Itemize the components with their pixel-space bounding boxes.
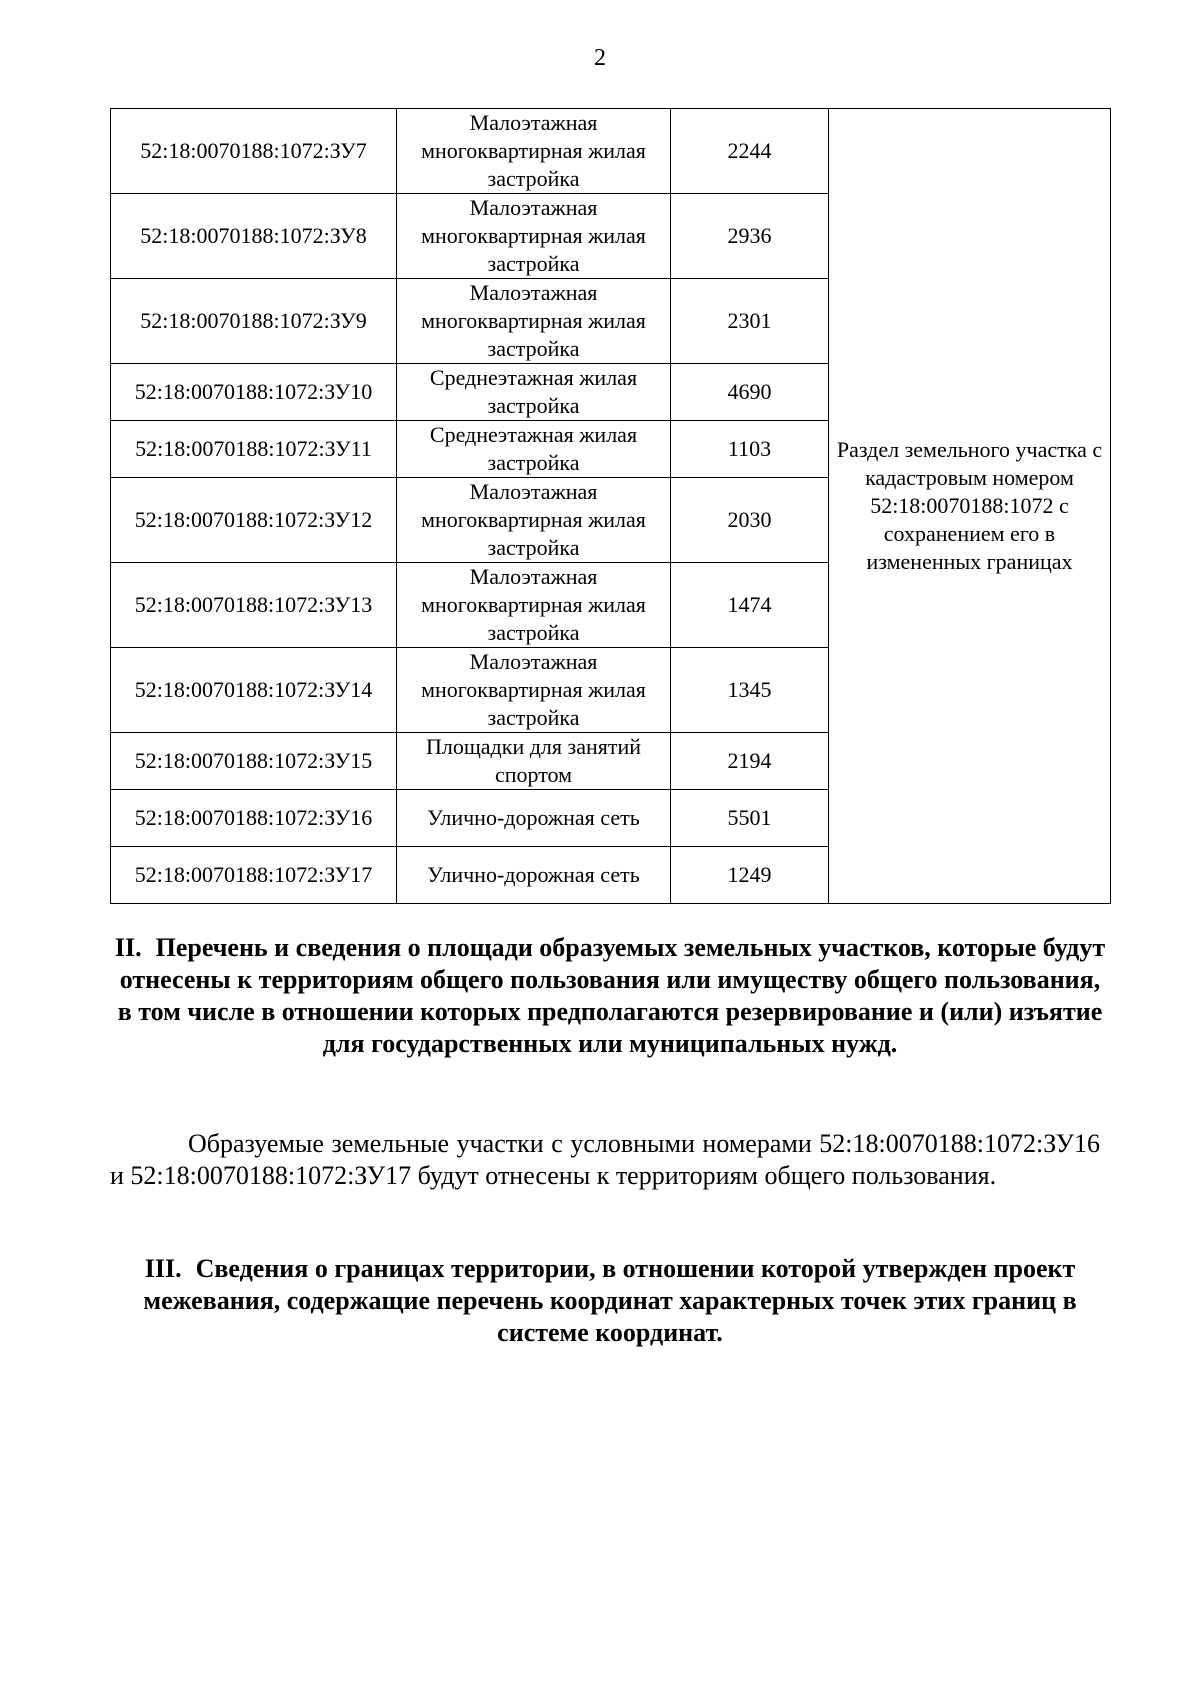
table-row — [111, 109, 1111, 194]
section-3-title: Сведения о границах территории, в отношении которой утвержден проект межевания, содержащие перечень координат характерных точек этих границ в системе координат. — [143, 1254, 1077, 1347]
permitted-use-cell: Среднеэтажная жилая застройка — [397, 421, 671, 478]
cadastral-number-cell: 52:18:0070188:1072:ЗУ10 — [111, 364, 397, 421]
section-2-numeral: II. — [114, 933, 142, 962]
area-cell: 2936 — [671, 194, 829, 279]
area-cell: 2030 — [671, 478, 829, 563]
permitted-use-cell: Малоэтажная многоквартирная жилая застройка — [397, 109, 671, 194]
section-2-heading — [110, 932, 1110, 1060]
permitted-use-cell: Среднеэтажная жилая застройка — [397, 364, 671, 421]
cadastral-number-cell: 52:18:0070188:1072:ЗУ17 — [111, 847, 397, 904]
permitted-use-cell: Малоэтажная многоквартирная жилая застройка — [397, 478, 671, 563]
cadastral-number-cell: 52:18:0070188:1072:ЗУ15 — [111, 733, 397, 790]
cadastral-number-cell: 52:18:0070188:1072:ЗУ9 — [111, 279, 397, 364]
permitted-use-cell: Малоэтажная многоквартирная жилая застройка — [397, 279, 671, 364]
permitted-use-cell: Малоэтажная многоквартирная жилая застройка — [397, 563, 671, 648]
area-cell: 1474 — [671, 563, 829, 648]
area-cell: 4690 — [671, 364, 829, 421]
permitted-use-cell: Улично-дорожная сеть — [397, 847, 671, 904]
cadastral-number-cell: 52:18:0070188:1072:ЗУ13 — [111, 563, 397, 648]
page-number: 2 — [594, 45, 606, 71]
area-cell: 2194 — [671, 733, 829, 790]
cadastral-number-cell: 52:18:0070188:1072:ЗУ8 — [111, 194, 397, 279]
cadastral-number-cell: 52:18:0070188:1072:ЗУ12 — [111, 478, 397, 563]
area-cell: 5501 — [671, 790, 829, 847]
body-paragraph: Образуемые земельные участки с условными номерами 52:18:0070188:1072:ЗУ16 и 52:18:0070188:1072:ЗУ17 будут отнесены к территориям общего пользования. — [110, 1129, 1100, 1190]
cadastral-number-cell: 52:18:0070188:1072:ЗУ14 — [111, 648, 397, 733]
area-cell: 1103 — [671, 421, 829, 478]
cadastral-number-cell: 52:18:0070188:1072:ЗУ11 — [111, 421, 397, 478]
permitted-use-cell: Малоэтажная многоквартирная жилая застройка — [397, 194, 671, 279]
section-2-title: Перечень и сведения о площади образуемых земельных участков, которые будут отнесены к территориям общего пользования или имуществу общего пользования, в том числе в отношении которых предполагаются резервирование и (или) изъятие для государственных или муниципальных нужд. — [117, 933, 1106, 1058]
permitted-use-cell: Улично-дорожная сеть — [397, 790, 671, 847]
section-3-heading — [110, 1253, 1110, 1349]
area-cell: 1249 — [671, 847, 829, 904]
area-cell: 1345 — [671, 648, 829, 733]
formation-method-cell: Раздел земельного участка с кадастровым номером 52:18:0070188:1072 с сохранением его в измененных границах — [829, 109, 1111, 904]
area-cell: 2244 — [671, 109, 829, 194]
area-cell: 2301 — [671, 279, 829, 364]
cadastral-number-cell: 52:18:0070188:1072:ЗУ16 — [111, 790, 397, 847]
permitted-use-cell: Малоэтажная многоквартирная жилая застройка — [397, 648, 671, 733]
section-3-numeral: III. — [144, 1254, 182, 1283]
cadastral-number-cell: 52:18:0070188:1072:ЗУ7 — [111, 109, 397, 194]
permitted-use-cell: Площадки для занятий спортом — [397, 733, 671, 790]
land-plots-table — [110, 108, 1111, 904]
